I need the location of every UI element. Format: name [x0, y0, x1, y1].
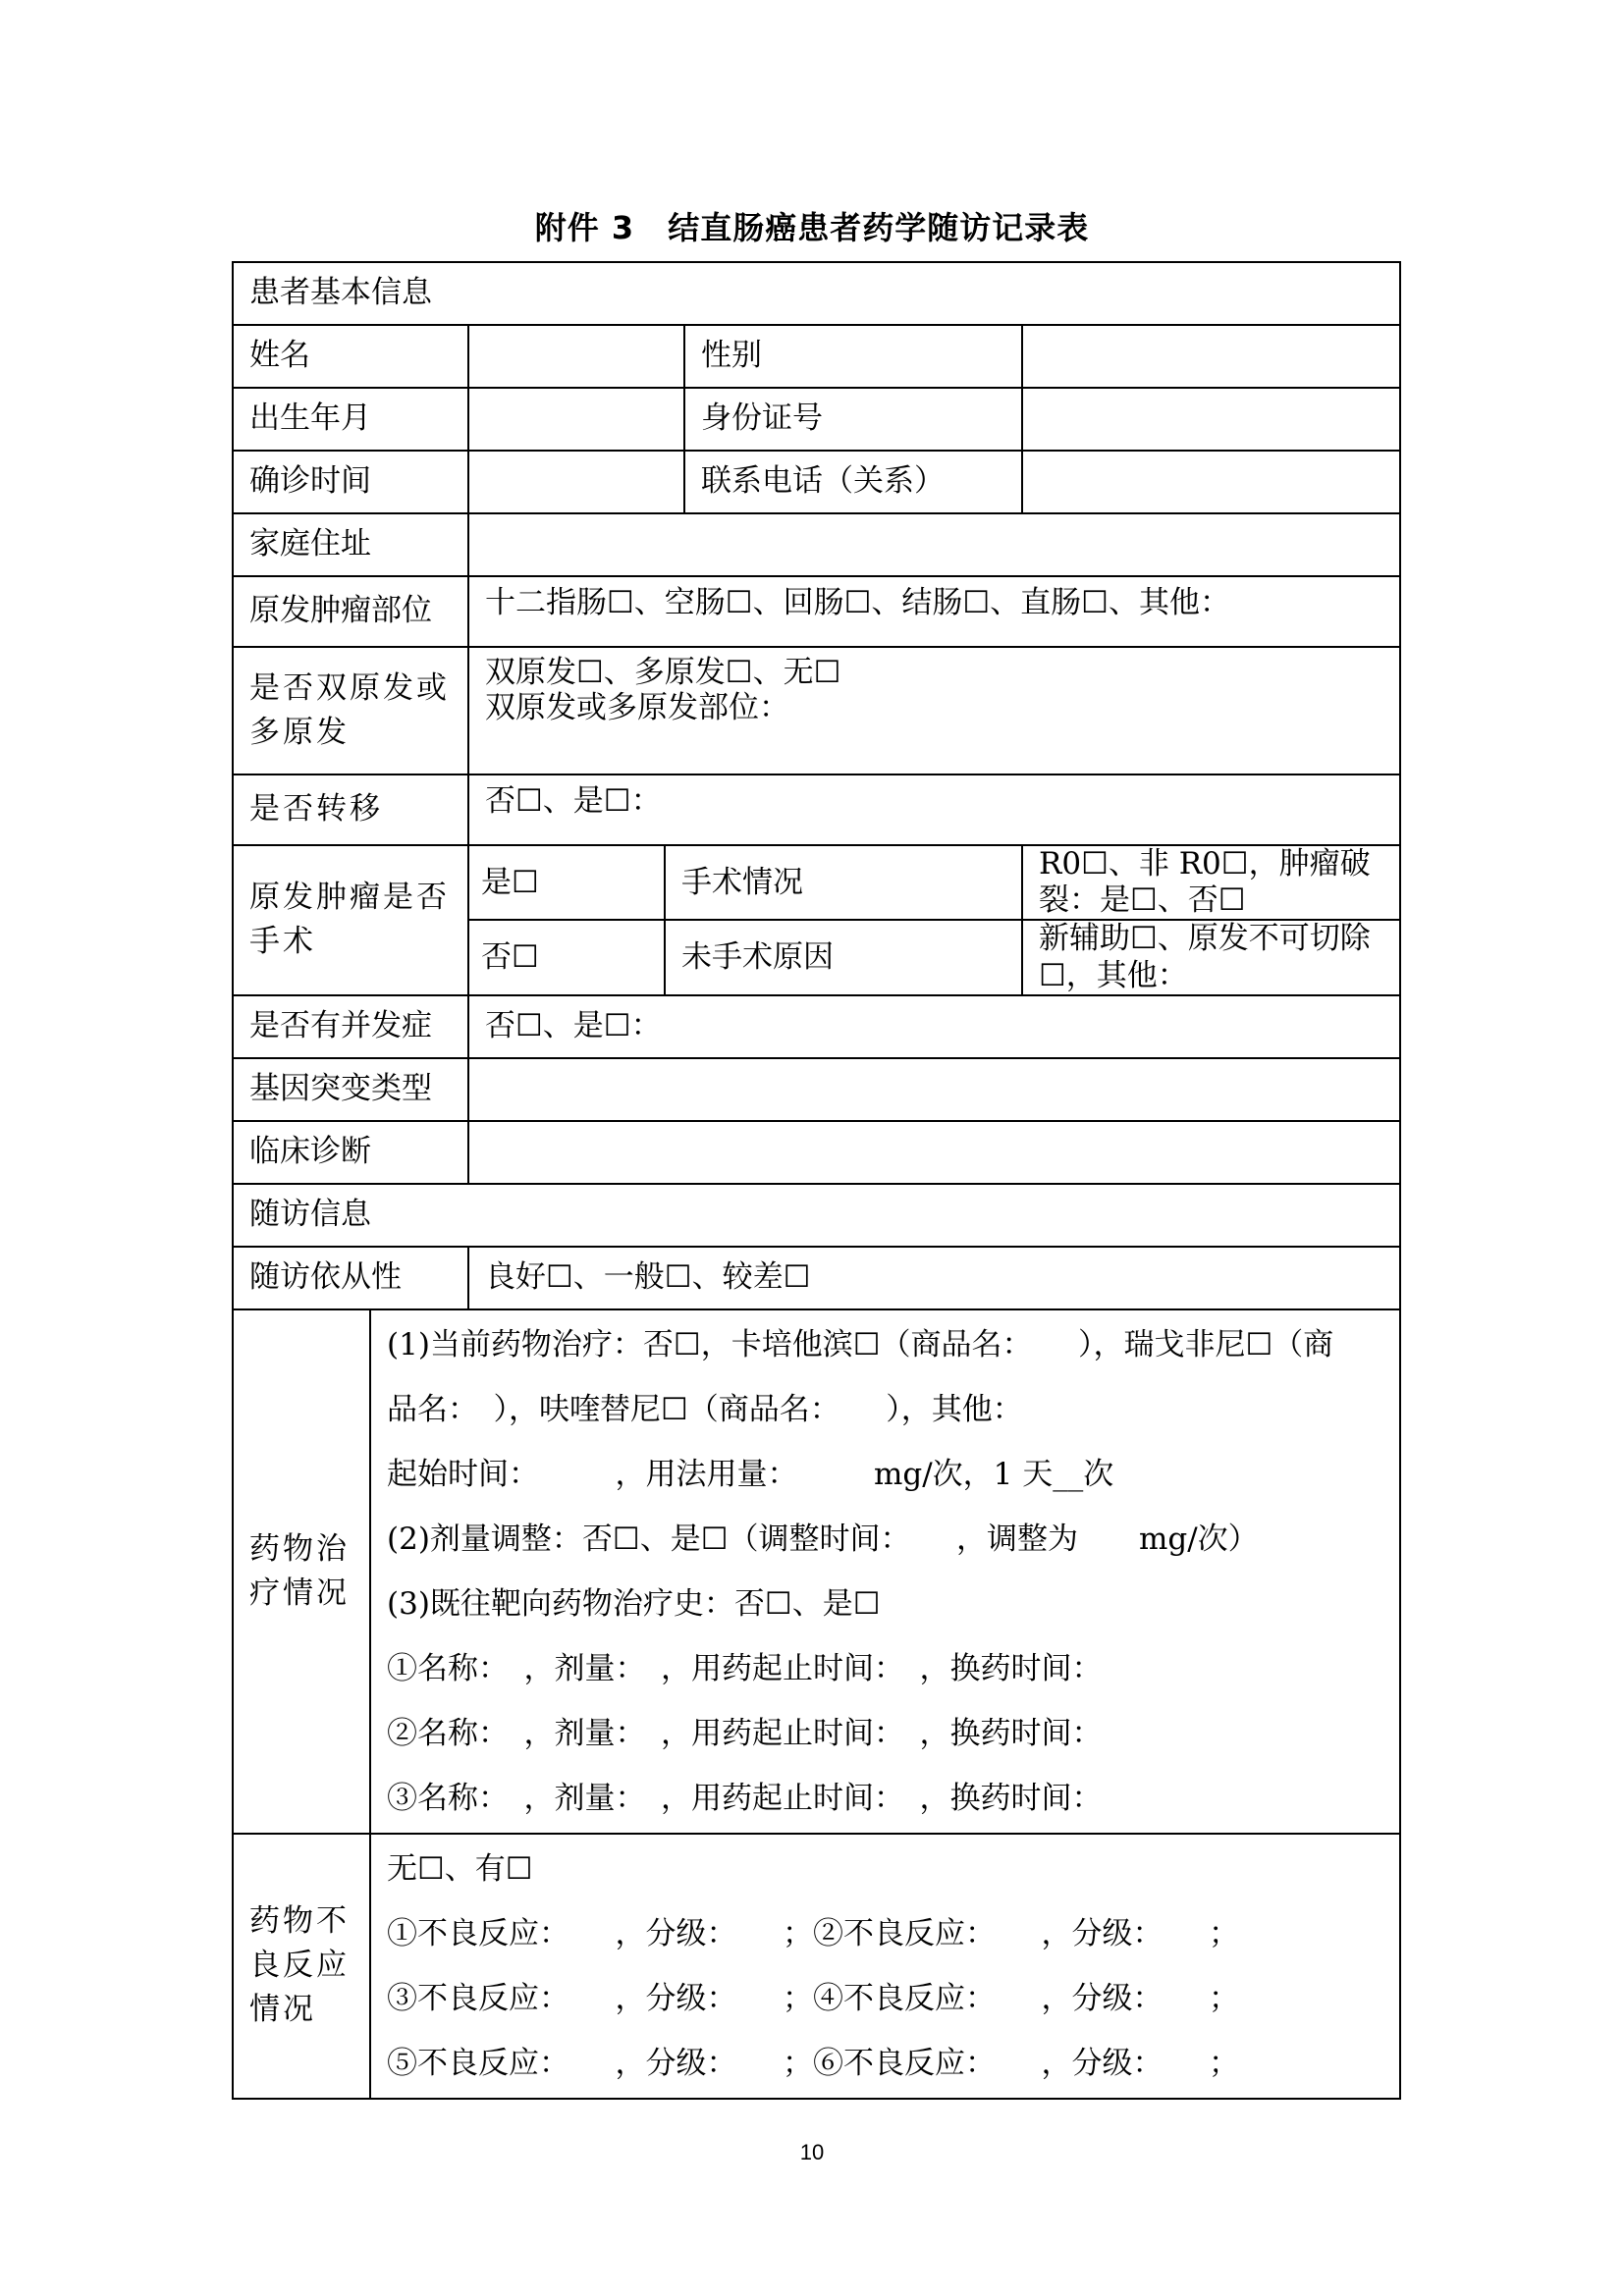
tumor-site-options[interactable]: 十二指肠☐、空肠☐、回肠☐、结肠☐、直肠☐、其他： — [468, 576, 1400, 647]
clinical-diagnosis-field[interactable] — [468, 1121, 1400, 1184]
row-name — [233, 325, 1400, 388]
surgery-yes-checkbox[interactable]: 是☐ — [468, 845, 665, 920]
adr-line[interactable]: 无☐、有☐ — [387, 1850, 533, 1887]
id-label: 身份证号 — [684, 388, 1022, 451]
drug-line[interactable]: ①名称： ，剂量： ，用药起止时间： ，换药时间： — [387, 1650, 1103, 1686]
clinical-diagnosis-label: 临床诊断 — [233, 1121, 468, 1184]
section-row-followup — [233, 1184, 1400, 1247]
gene-mutation-label: 基因突变类型 — [233, 1058, 468, 1121]
surgery-no-checkbox[interactable]: 否☐ — [468, 920, 665, 994]
diagnosis-time-field[interactable] — [468, 451, 684, 513]
adr-line[interactable]: ⑤不良反应： ，分级： ；⑥不良反应： ，分级： ； — [387, 2045, 1239, 2081]
adr-line[interactable]: ①不良反应： ，分级： ；②不良反应： ，分级： ； — [387, 1915, 1239, 1951]
drug-therapy-cell — [370, 1309, 1400, 1834]
drug-line[interactable]: 品名： ），呋喹替尼☐（商品名： ），其他： — [387, 1391, 1023, 1427]
surgery-label: 原发肿瘤是否手术 — [233, 845, 468, 995]
double-primary-cell[interactable] — [468, 647, 1400, 774]
address-label: 家庭住址 — [233, 513, 468, 576]
metastasis-label: 是否转移 — [233, 774, 468, 845]
compliance-options[interactable]: 良好☐、一般☐、较差☐ — [468, 1247, 1400, 1309]
name-label: 姓名 — [233, 325, 468, 388]
row-adverse-reaction — [233, 1834, 1400, 2099]
drug-line[interactable]: 起始时间： ，用法用量： mg/次，1 天__次 — [387, 1456, 1114, 1492]
row-metastasis — [233, 774, 1400, 845]
complication-options[interactable]: 否☐、是☐： — [468, 995, 1400, 1058]
id-field[interactable] — [1022, 388, 1400, 451]
sex-field[interactable] — [1022, 325, 1400, 388]
drug-line[interactable]: ③名称： ，剂量： ，用药起止时间： ，换药时间： — [387, 1780, 1103, 1816]
row-address — [233, 513, 1400, 576]
drug-line[interactable]: (2)剂量调整：否☐、是☐（调整时间： ，调整为 mg/次） — [387, 1521, 1259, 1557]
no-surgery-reason-label: 未手术原因 — [665, 920, 1022, 994]
surgery-status-options[interactable]: R0☐、非 R0☐，肿瘤破裂：是☐、否☐ — [1022, 845, 1400, 920]
row-gene-mutation — [233, 1058, 1400, 1121]
tumor-site-label: 原发肿瘤部位 — [233, 576, 468, 647]
row-complication — [233, 995, 1400, 1058]
double-primary-options[interactable]: 双原发☐、多原发☐、无☐ — [485, 655, 841, 690]
drug-line[interactable]: (3)既往靶向药物治疗史：否☐、是☐ — [387, 1585, 881, 1622]
drug-line[interactable]: ②名称： ，剂量： ，用药起止时间： ，换药时间： — [387, 1715, 1103, 1751]
surgery-status-label: 手术情况 — [665, 845, 1022, 920]
page-title — [0, 203, 1624, 248]
adverse-reaction-cell — [370, 1834, 1400, 2099]
sex-label: 性别 — [684, 325, 1022, 388]
row-double-primary — [233, 647, 1400, 774]
phone-label: 联系电话（关系） — [684, 451, 1022, 513]
double-primary-site: 双原发或多原发部位： — [485, 689, 789, 725]
gene-mutation-field[interactable] — [468, 1058, 1400, 1121]
row-surgery-yes — [233, 845, 1400, 920]
adr-line[interactable]: ③不良反应： ，分级： ；④不良反应： ，分级： ； — [387, 1980, 1239, 2016]
address-field[interactable] — [468, 513, 1400, 576]
row-tumor-site — [233, 576, 1400, 647]
diagnosis-time-label: 确诊时间 — [233, 451, 468, 513]
row-birth — [233, 388, 1400, 451]
birth-field[interactable] — [468, 388, 684, 451]
page-number: 10 — [799, 2140, 825, 2164]
drug-line[interactable]: (1)当前药物治疗：否☐，卡培他滨☐（商品名： ），瑞戈非尼☐（商 — [387, 1326, 1334, 1362]
double-primary-label: 是否双原发或多原发 — [233, 647, 468, 774]
row-drug-therapy — [233, 1309, 1400, 1834]
row-diagnosis-time — [233, 451, 1400, 513]
adverse-reaction-label: 药物不良反应情况 — [233, 1834, 370, 2099]
drug-therapy-label: 药物治疗情况 — [233, 1309, 370, 1834]
title-prefix: 附件 3 — [534, 209, 635, 246]
section-header-followup: 随访信息 — [233, 1184, 1400, 1247]
compliance-label: 随访依从性 — [233, 1247, 468, 1309]
complication-label: 是否有并发症 — [233, 995, 468, 1058]
row-clinical-diagnosis — [233, 1121, 1400, 1184]
no-surgery-reason-options[interactable]: 新辅助☐、原发不可切除☐，其他： — [1022, 920, 1400, 994]
birth-label: 出生年月 — [233, 388, 468, 451]
metastasis-options[interactable]: 否☐、是☐： — [468, 774, 1400, 845]
row-compliance — [233, 1247, 1400, 1309]
followup-form-table — [232, 261, 1401, 2100]
section-row-basic — [233, 262, 1400, 325]
title-text: 结直肠癌患者药学随访记录表 — [668, 209, 1090, 246]
section-header-basic: 患者基本信息 — [233, 262, 1400, 325]
phone-field[interactable] — [1022, 451, 1400, 513]
name-field[interactable] — [468, 325, 684, 388]
